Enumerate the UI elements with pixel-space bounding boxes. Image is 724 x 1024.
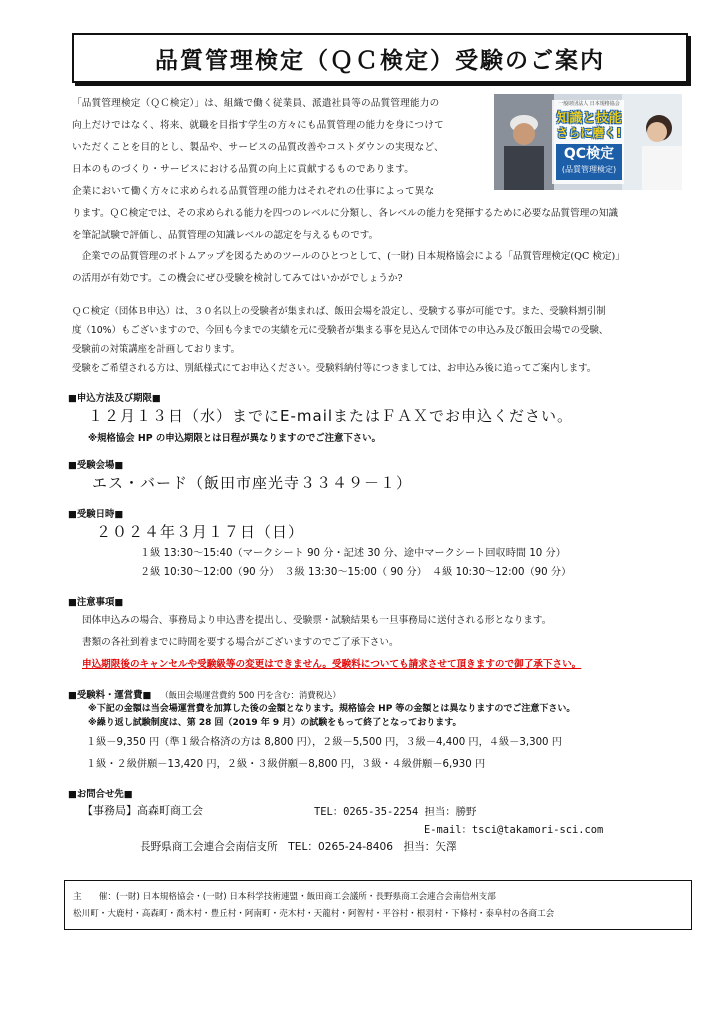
group-line: 受験前の対策講座を計画しております。 bbox=[72, 344, 241, 355]
intro-paragraph-3 bbox=[72, 203, 684, 289]
fees-line-1: １級－9,350 円（準１級合格済の方は 8,800 円），２級－5,500 円，３級－4,400 円，４級－3,300 円 bbox=[86, 737, 562, 748]
group-line: 度（10%）もございますので、今回も今までの実績を元に受験者が集まる事を見込んで団体での申込み及び飯田会場での受験、 bbox=[72, 325, 609, 336]
fees-note-2: ※繰り返し試験制度は、第 28 回（2019 年 9 月）の試験をもって終了となっております。 bbox=[88, 718, 462, 728]
group-line: 受験をご希望される方は、別紙様式にてお申込ください。受験料納付等につきましては、お申込み後に追ってご案内します。 bbox=[72, 363, 597, 374]
intro-line: 企業での品質管理のボトムアップを図るためのツールのひとつとして、(一財) 日本規格協会による「品質管理検定(QC 検定)」 bbox=[72, 251, 625, 262]
intro-line: いただくことを目的とし、製品や、サービスの品質改善やコストダウンの実現など、 bbox=[72, 142, 444, 153]
fees-note-1: ※下記の金額は当会場運営費を加算した後の金額となります。規格協会 HP 等の金額とは異なりますのでご注意下さい。 bbox=[88, 704, 576, 714]
contact-office-tel: TEL：0265-35-2254 担当：勝野 bbox=[314, 806, 477, 818]
promo-badge bbox=[556, 144, 622, 180]
intro-line: を筆記試験で評価し、品質管理の知識レベルの認定を与えるものです。 bbox=[72, 229, 379, 241]
deadline-main: １２月１３日（水）までにE-mailまたはＦＡＸでお申込ください。 bbox=[88, 407, 574, 425]
contact-heading: ■お問合せ先■ bbox=[68, 789, 133, 800]
promo-image bbox=[494, 94, 682, 190]
promo-badge-title: QC検定 bbox=[563, 146, 615, 162]
date-heading: ■受験日時■ bbox=[68, 509, 124, 520]
intro-line: ります。ＱＣ検定では、その求められる能力を四つのレベルに分類し、各レベルの能力を発揮するために必要な品質管理の知識 bbox=[72, 208, 619, 219]
notes-line-2: 書類の各社到着までに時間を要する場合がございますのでご了承下さい。 bbox=[82, 637, 399, 648]
fees-heading: ■受験料・運営費■ bbox=[68, 690, 152, 701]
notes-warning: 申込期限後のキャンセルや受験級等の変更はできません。受験料についても請求させて頂きますので御了承下さい。 bbox=[82, 659, 582, 670]
date-line-2: ２級 10:30～12:00（90 分） ３級 13:30～15:00（ 90 分） ４級 10:30～12:00（90 分） bbox=[140, 567, 572, 578]
page-title: 品質管理検定（ＱＣ検定）受験のご案内 bbox=[155, 47, 605, 74]
venue-main: エス・バード（飯田市座光寺３３４９－１） bbox=[92, 474, 413, 492]
date-main: ２０２４年３月１７日（日） bbox=[96, 523, 305, 541]
intro-paragraph-2 bbox=[72, 181, 492, 203]
deadline-note: ※規格協会 HP の申込期限とは日程が異なりますのでご注意下さい。 bbox=[88, 433, 381, 444]
intro-line: の活用が有効です。この機会にぜひ受験を検討してみてはいかがでしょうか? bbox=[72, 272, 403, 284]
promo-line-2: さらに磨く! bbox=[556, 126, 622, 140]
promo-small-text: 一般財団法人 日本規格協会 bbox=[558, 101, 620, 107]
title-box bbox=[72, 33, 688, 83]
promo-line-1: 知識と技能 bbox=[556, 111, 622, 126]
fees-heading-note: （飯田会場運営費約 500 円を含む：消費税込） bbox=[160, 690, 341, 700]
contact-branch: 長野県商工会連合会南信支所 TEL：0265-24-8406 担当：矢澤 bbox=[140, 841, 457, 853]
organizers-line-2: 松川町・大鹿村・高森町・喬木村・豊丘村・阿南町・売木村・天龍村・阿智村・平谷村・根羽村・下條村・泰阜村の各商工会 bbox=[73, 909, 555, 919]
promo-badge-subtitle: (品質管理検定) bbox=[561, 165, 617, 174]
intro-paragraph bbox=[72, 93, 482, 181]
deadline-heading: ■申込方法及び期限■ bbox=[68, 393, 161, 404]
date-line-1: １級 13:30～15:40（マークシート 90 分・記述 30 分、途中マークシート回収時間 10 分） bbox=[140, 548, 566, 559]
notes-heading: ■注意事項■ bbox=[68, 597, 124, 608]
intro-line: 日本のものづくり・サービスにおける品質の向上に貢献するものであります。 bbox=[72, 164, 415, 175]
venue-heading: ■受験会場■ bbox=[68, 460, 124, 471]
group-line: ＱＣ検定（団体Ｂ申込）は、３０名以上の受験者が集まれば、飯田会場を設定し、受験する事が可能です。また、受験料割引制 bbox=[72, 306, 606, 317]
fees-line-2: １級・２級併願－13,420 円，２級・３級併願－8,800 円，３級・４級併願－6,930 円 bbox=[86, 759, 486, 770]
intro-line: 「品質管理検定（ＱＣ検定）」は、組織で働く従業員、派遣社員等の品質管理能力の bbox=[72, 98, 440, 109]
organizers-line-1: 主 催：(一財) 日本規格協会・(一財) 日本科学技術連盟・飯田商工会議所・長野県商工会連合会南信州支部 bbox=[73, 892, 496, 902]
organizers-box bbox=[64, 880, 692, 930]
contact-office: 【事務局】高森町商工会 bbox=[82, 804, 203, 817]
contact-email[interactable]: E-mail：tsci@takamori-sci.com bbox=[424, 824, 604, 836]
group-paragraph bbox=[72, 302, 692, 378]
notes-line-1: 団体申込みの場合、事務局より申込書を提出し、受験票・試験結果も一旦事務局に送付される形となります。 bbox=[82, 615, 552, 626]
intro-line: 企業において働く方々に求められる品質管理の能力はそれぞれの仕事によって異な bbox=[72, 186, 435, 197]
intro-line: 向上だけではなく、将来、就職を目指す学生の方々にも品質管理の能力を身につけて bbox=[72, 120, 444, 131]
fees-heading-row bbox=[68, 687, 341, 701]
